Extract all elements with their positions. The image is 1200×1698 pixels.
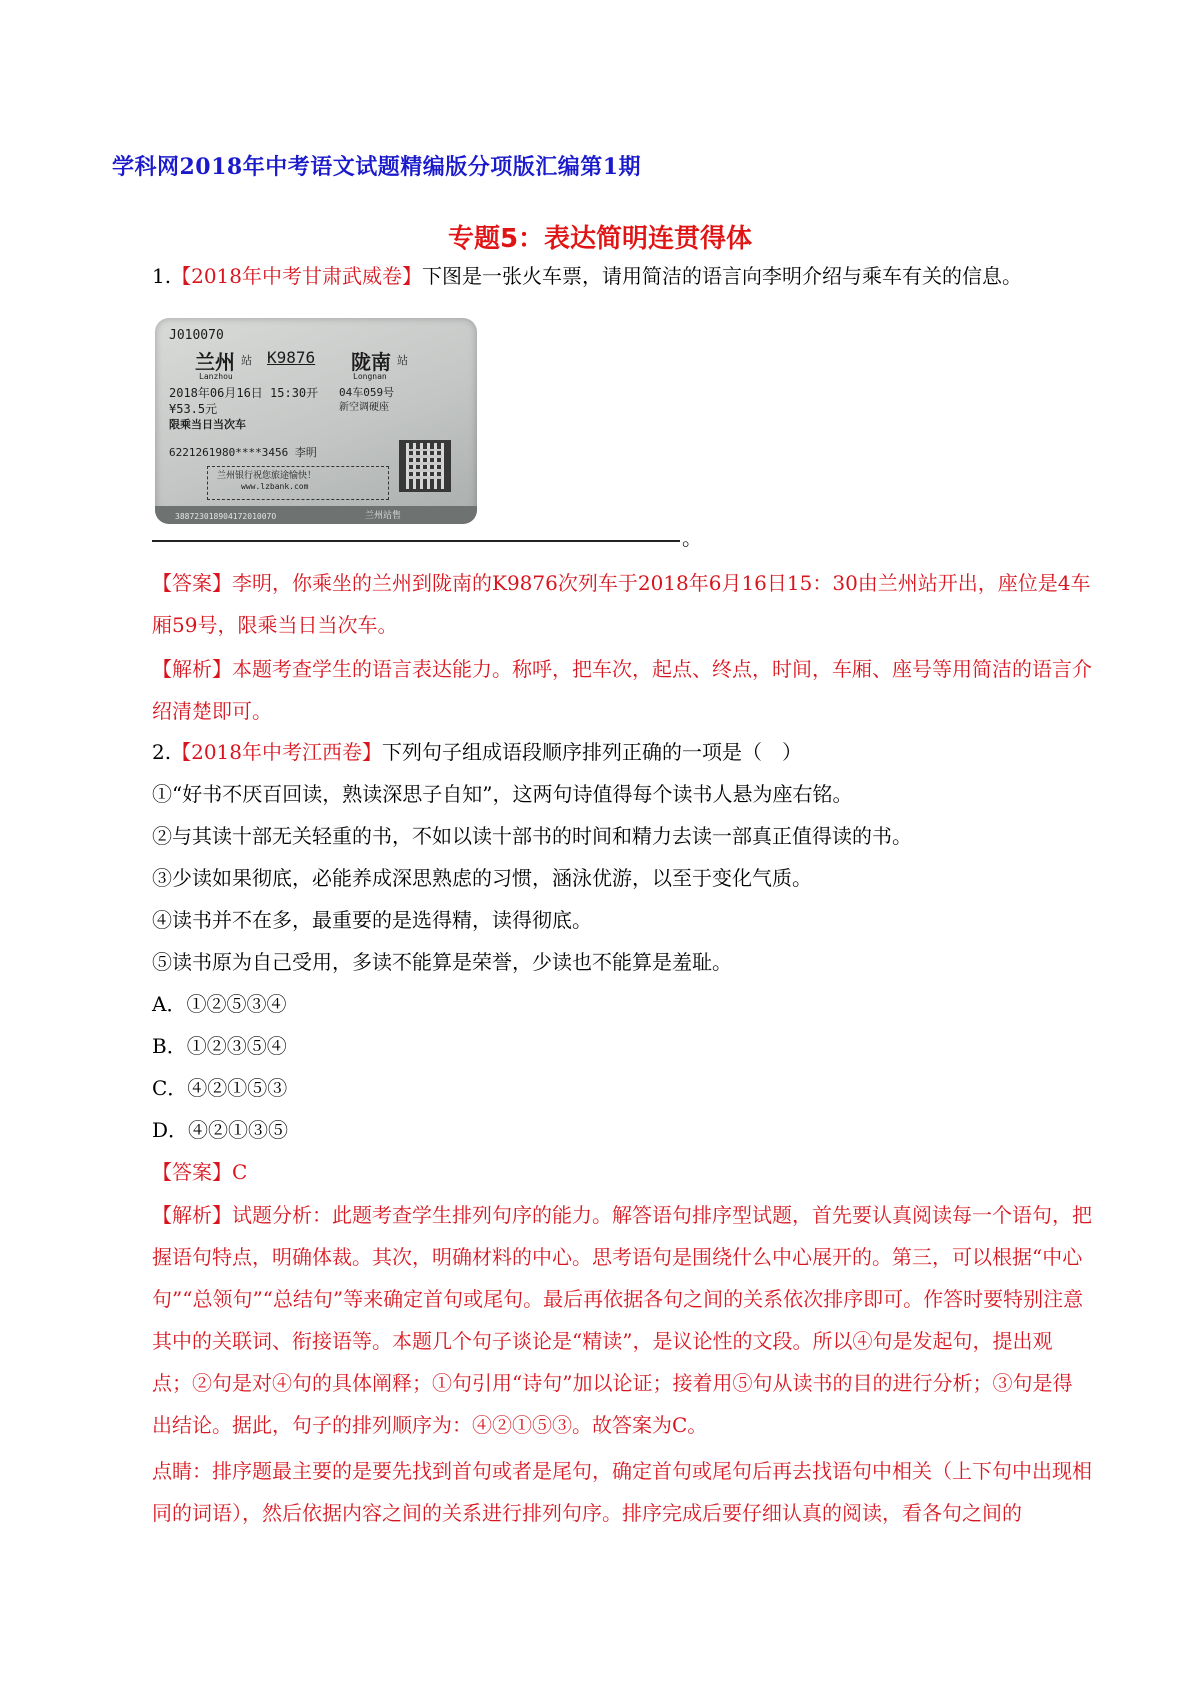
q1-analysis [112,648,1092,732]
ticket-ad-web: www.lzbank.com [241,482,309,491]
ticket-seat: 04车059号 [339,386,395,399]
ticket-train-number: K9876 [267,348,316,367]
option-b: B．①②③⑤④ [152,1034,287,1058]
topic-title: 专题5：表达简明连贯得体 [447,224,753,254]
ticket-price: ¥53.5元 [169,402,218,416]
sentence-3: ③少读如果彻底，必能养成深思熟虑的习惯，涵泳优游，以至于变化气质。 [152,866,812,890]
question-source: 【2018年中考甘肃武威卷】 [171,264,422,288]
answer-blank-line [152,540,680,542]
question-text: 下列句子组成语段顺序排列正确的一项是（ ） [382,740,802,764]
analysis-text: 本题考查学生的语言表达能力。称呼，把车次，起点、终点，时间，车厢、座号等用简洁的语言介绍清楚即可。 [152,657,1092,723]
ticket-passenger-id: 6221261980****3456 李明 [169,446,317,459]
sentence-4: ④读书并不在多，最重要的是选得精，读得彻底。 [152,908,592,932]
question-1-stem [152,258,1022,294]
ticket-serial: J010070 [169,328,224,343]
train-ticket-image [155,318,477,524]
q1-answer [112,562,1092,646]
ticket-seat-type: 新空调硬座 [339,402,389,413]
ticket-validity: 限乘当日当次车 [169,418,246,431]
sentence-5: ⑤读书原为自己受用，多读不能算是荣誉，少读也不能算是羞耻。 [152,950,732,974]
sentence-1: ①“好书不厌百回读，熟读深思子自知”，这两句诗值得每个读书人悬为座右铭。 [152,782,853,806]
ticket-bottom-station: 兰州站售 [365,511,402,521]
ticket-ad-text: 兰州银行祝您旅途愉快！ [217,471,317,481]
ticket-bottom-code: 38872301890417201007O [175,512,277,521]
ticket-from: 兰州 [195,350,235,374]
ticket-to-station: 站 [397,354,408,367]
ticket-datetime: 2018年06月16日 15:30开 [169,386,319,400]
ticket-from-station: 站 [241,354,252,367]
option-d: D．④②①③⑤ [152,1118,289,1142]
ticket-from-pinyin: Lanzhou [199,372,233,381]
document-header: 学科网2018年中考语文试题精编版分项版汇编第1期 [112,154,642,180]
question-number: 2. [152,740,172,764]
question-number: 1. [152,264,172,288]
option-c: C．④②①⑤③ [152,1076,288,1100]
question-source: 【2018年中考江西卷】 [171,740,382,764]
ticket-to: 陇南 [351,350,391,374]
question-text: 下图是一张火车票，请用简洁的语言向李明介绍与乘车有关的信息。 [422,264,1022,288]
answer-text: 李明，你乘坐的兰州到陇南的K9876次列车于2018年6月16日15：30由兰州站开出，座位是4车厢59号，限乘当日当次车。 [152,571,1091,637]
q2-answer: 【答案】C [152,1160,248,1184]
sentence-2: ②与其读十部无关轻重的书，不如以读十部书的时间和精力去读一部真正值得读的书。 [152,824,912,848]
question-2-stem [152,734,802,770]
blank-end-mark: 。 [682,526,702,550]
q2-tip: 点睛：排序题最主要的是要先找到首句或者是尾句，确定首句或尾句后再去找语句中相关（上下句中出现相同的词语），然后依据内容之间的关系进行排列句序。排序完成后要仔细认真的阅读，看各句之间的 [152,1459,1092,1525]
q2-analysis: 【解析】试题分析：此题考查学生排列句序的能力。解答语句排序型试题，首先要认真阅读每一个语句，把握语句特点，明确体裁。其次，明确材料的中心。思考语句是围绕什么中心展开的。第三，可以根据“中心句”“总领句”“总结句”等来确定首句或尾句。最后再依据各句之间的关系依次排序即可。作答时要特别注意其中的关联词、衔接语等。本题几个句子谈论是“精读”，是议论性的文段。所以④句是发起句，提出观点；②句是对④句的具体阐释；①句引用“诗句”加以论证；接着用⑤句从读书的目的进行分析；③句是得出结论。据此，句子的排列顺序为：④②①⑤③。故答案为C。 [152,1203,1092,1437]
option-a: A．①②⑤③④ [152,992,287,1016]
ticket-to-pinyin: Longnan [353,372,387,381]
ticket-qr-code [399,440,451,492]
answer-label: 【答案】 [152,571,232,595]
analysis-label: 【解析】 [152,657,232,681]
